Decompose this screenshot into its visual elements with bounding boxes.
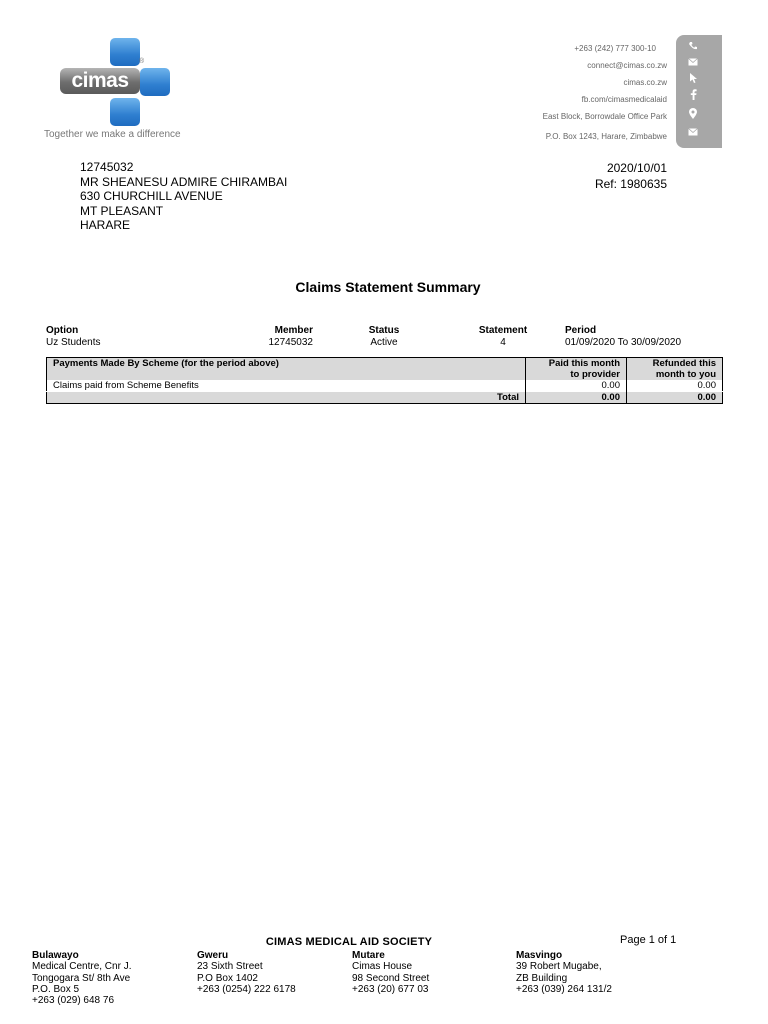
logo-square-right (140, 68, 170, 96)
member-header: Member (274, 325, 313, 336)
logo-square-bottom (110, 98, 140, 126)
refunded-you-header-line2: month to you (655, 369, 716, 380)
row-refunded-you: 0.00 (627, 380, 723, 392)
contact-email: connect@cimas.co.zw (587, 61, 667, 70)
office-city: Bulawayo (32, 950, 79, 961)
location-icon (686, 108, 700, 122)
contact-block (543, 40, 667, 145)
document-title: Claims Statement Summary (295, 279, 481, 295)
row-paid-provider: 0.00 (526, 380, 627, 392)
status-column (344, 325, 424, 349)
contact-address: East Block, Borrowdale Office Park (542, 112, 667, 121)
office-line: Cimas House (352, 961, 413, 973)
cimas-logo (44, 36, 194, 126)
member-column (213, 325, 313, 349)
status-value: Active (370, 337, 398, 348)
tagline: Together we make a difference (44, 129, 181, 140)
office-mutare (352, 950, 429, 995)
office-bulawayo (32, 950, 131, 1006)
office-line: ZB Building (516, 972, 568, 984)
contact-pobox: P.O. Box 1243, Harare, Zimbabwe (545, 132, 667, 141)
office-line: Medical Centre, Cnr J. (32, 961, 132, 973)
table-row (47, 380, 723, 392)
refunded-you-header-line1: Refunded this (652, 358, 716, 369)
office-masvingo (516, 950, 612, 995)
mail-icon (686, 57, 700, 71)
logo-wordmark: cimas (60, 68, 140, 94)
refunded-you-header (627, 358, 723, 381)
statement-value: 4 (500, 337, 506, 348)
total-refunded-you: 0.00 (627, 392, 723, 404)
paid-provider-header (526, 358, 627, 381)
mail-icon (686, 127, 700, 141)
office-line: 23 Sixth Street (197, 961, 263, 973)
statement-header: Statement (478, 325, 528, 336)
registered-mark: ® (139, 58, 145, 65)
office-line: +263 (029) 648 76 (32, 995, 115, 1007)
row-label: Claims paid from Scheme Benefits (53, 380, 199, 391)
office-city: Mutare (352, 950, 385, 961)
recipient-city: HARARE (80, 218, 131, 232)
contact-facebook: fb.com/cimasmedicalaid (581, 95, 667, 104)
office-line: P.O Box 1402 (197, 972, 258, 984)
contact-website: cimas.co.zw (623, 78, 667, 87)
office-line: +263 (0254) 222 6178 (197, 983, 296, 995)
paid-provider-header-line2: to provider (570, 369, 620, 380)
office-city: Masvingo (516, 950, 563, 961)
option-column (46, 325, 100, 349)
logo-square-top (110, 38, 140, 66)
recipient-address (80, 160, 287, 233)
office-gweru (197, 950, 296, 995)
statement-date: 2020/10/01 (606, 161, 667, 175)
period-column (565, 325, 681, 349)
date-block (595, 160, 667, 192)
payments-header: Payments Made By Scheme (for the period above) (47, 358, 526, 381)
statement-column (463, 325, 543, 349)
recipient-name: MR SHEANESU ADMIRE CHIRAMBAI (80, 174, 288, 189)
member-number: 12745032 (80, 160, 134, 174)
total-row (47, 392, 723, 404)
recipient-street: 630 CHURCHILL AVENUE (80, 189, 223, 203)
payments-table (46, 357, 723, 404)
option-header: Option (46, 325, 79, 336)
office-line: P.O. Box 5 (32, 983, 80, 995)
member-value: 12745032 (268, 337, 313, 348)
option-value: Uz Students (46, 337, 101, 348)
total-paid-provider: 0.00 (526, 392, 627, 404)
office-line: +263 (039) 264 131/2 (516, 983, 612, 995)
contact-phone: +263 (242) 777 300-10 (574, 44, 656, 53)
status-header: Status (368, 325, 400, 336)
office-city: Gweru (197, 950, 229, 961)
society-name: CIMAS MEDICAL AID SOCIETY (265, 936, 433, 948)
period-value: 01/09/2020 To 30/09/2020 (565, 337, 682, 348)
office-line: 98 Second Street (352, 972, 430, 984)
recipient-suburb: MT PLEASANT (80, 203, 164, 218)
facebook-icon (686, 89, 700, 103)
payments-header-row (47, 358, 723, 381)
period-header: Period (565, 325, 597, 336)
reference-number: Ref: 1980635 (594, 177, 667, 191)
paid-provider-header-line1: Paid this month (548, 358, 620, 369)
phone-icon (686, 41, 700, 55)
contact-icon-bar (676, 35, 722, 148)
office-line: Tongogara St/ 8th Ave (32, 972, 131, 984)
cursor-icon (686, 73, 700, 87)
office-line: 39 Robert Mugabe, (516, 961, 602, 973)
total-label: Total (47, 392, 526, 404)
office-line: +263 (20) 677 03 (352, 983, 429, 995)
page-number: Page 1 of 1 (620, 934, 677, 946)
